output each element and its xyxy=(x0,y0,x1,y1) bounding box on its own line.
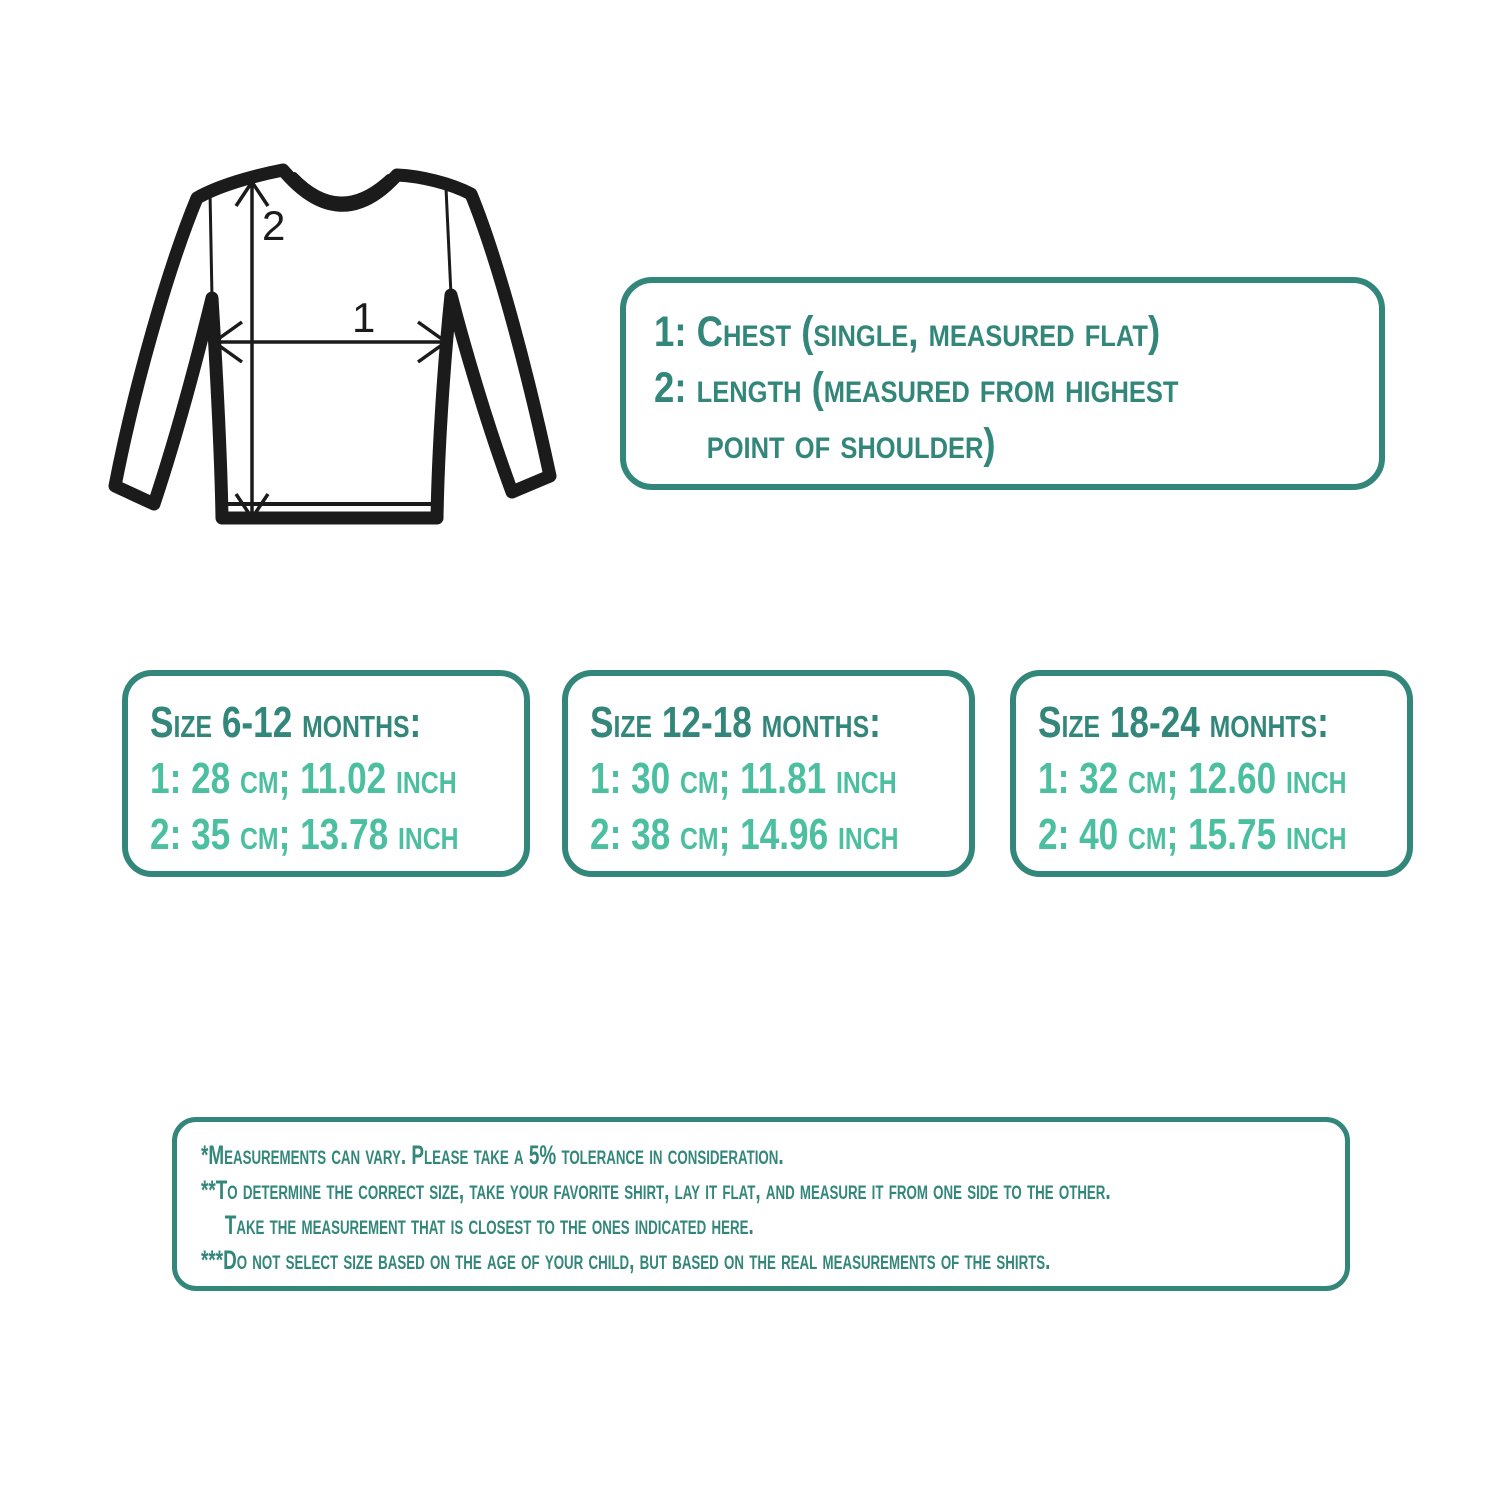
note-tolerance: *Measurements can vary. Please take a 5% tolerance in consideration. xyxy=(201,1140,784,1170)
size-box-6-12-months xyxy=(122,670,530,877)
size-title: Size 12-18 months: xyxy=(590,698,881,747)
size-box-12-18-months xyxy=(562,670,975,877)
legend-box xyxy=(620,277,1385,490)
left-side-seam xyxy=(210,192,212,298)
notes-box xyxy=(172,1117,1350,1291)
shirt-outline xyxy=(115,170,550,518)
note-age-warning: ***Do not select size based on the age of your child, but based on the real measurements of the shirts. xyxy=(201,1245,1051,1275)
chest-arrow-label: 1 xyxy=(352,294,376,341)
size-chest-value: 1: 30 cm; 11.81 inch xyxy=(590,754,897,803)
legend-length-line-cont: point of shoulder) xyxy=(706,420,996,468)
legend-chest-line: 1: Chest (single, measured flat) xyxy=(654,308,1161,356)
length-arrow-label: 2 xyxy=(262,202,286,249)
note-how-to-measure-cont: Take the measurement that is closest to the ones indicated here. xyxy=(224,1210,754,1240)
size-length-value: 2: 35 cm; 13.78 inch xyxy=(150,810,459,859)
size-chest-value: 1: 28 cm; 11.02 inch xyxy=(150,754,457,803)
note-how-to-measure: **To determine the correct size, take your favorite shirt, lay it flat, and measure it from one side to the other. xyxy=(201,1175,1111,1205)
size-chest-value: 1: 32 cm; 12.60 inch xyxy=(1038,754,1347,803)
size-length-value: 2: 38 cm; 14.96 inch xyxy=(590,810,899,859)
size-title: Size 18-24 monhts: xyxy=(1038,698,1329,747)
size-box-18-24-months xyxy=(1010,670,1413,877)
size-title: Size 6-12 months: xyxy=(150,698,422,747)
size-length-value: 2: 40 cm; 15.75 inch xyxy=(1038,810,1347,859)
legend-length-line: 2: length (measured from highest xyxy=(654,364,1179,412)
shirt-diagram xyxy=(100,140,580,560)
